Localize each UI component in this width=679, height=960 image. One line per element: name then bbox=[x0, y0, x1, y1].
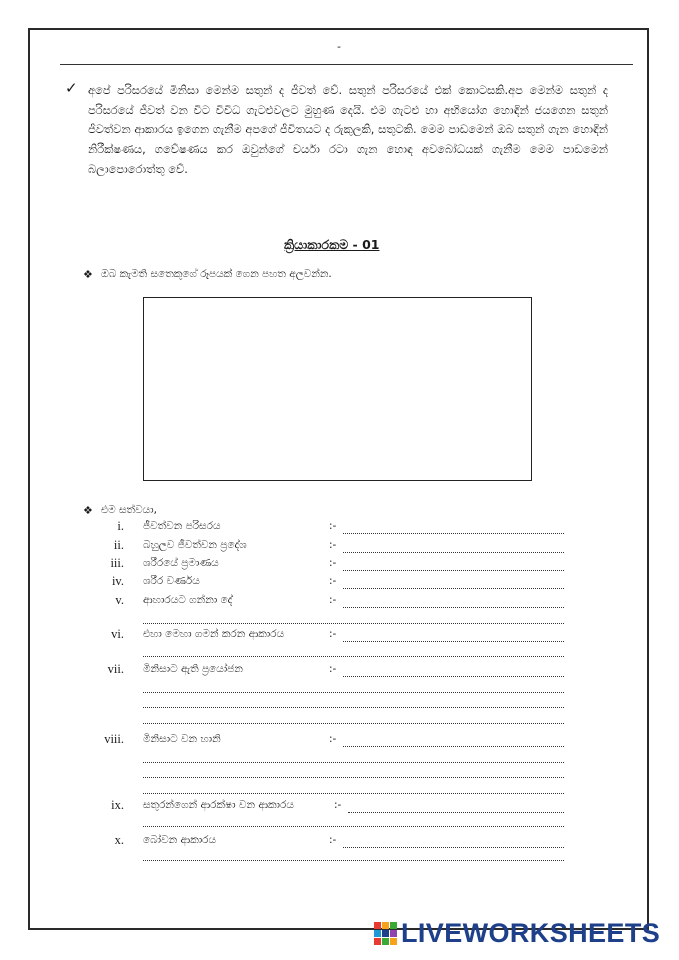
item-numeral: x. bbox=[114, 833, 124, 847]
field-label-movement: එහා මෙහා ගමන් කරන ආකාරය bbox=[143, 628, 285, 640]
field-label-reproduction: බෝවන ආකාරය bbox=[143, 834, 217, 846]
field-label-body-size: ශරීරයේ ප්‍රමාණය bbox=[143, 557, 219, 569]
item-numeral: ii. bbox=[113, 538, 124, 552]
answer-line[interactable] bbox=[343, 570, 564, 571]
answer-line[interactable] bbox=[343, 533, 564, 534]
logo-square bbox=[390, 922, 397, 929]
answer-line[interactable] bbox=[343, 552, 564, 553]
item-numeral: vi. bbox=[111, 627, 124, 641]
field-colon: :- bbox=[329, 594, 337, 606]
instruction-text: ඔබ කැමති සතෙකුගේ රූපයක් ගෙන පහත අලවන්න. bbox=[101, 268, 332, 280]
item-numeral: vii. bbox=[107, 662, 124, 676]
answer-line[interactable] bbox=[143, 707, 564, 708]
answer-line[interactable] bbox=[343, 641, 564, 642]
item-numeral: iv. bbox=[111, 574, 124, 588]
field-colon: :- bbox=[329, 557, 337, 569]
field-label-habitat: ජීවත්වන පරිසරය bbox=[143, 520, 221, 532]
activity-title: ක්‍රියාකාරකම - 01 bbox=[284, 237, 380, 252]
brand-name: LIVEWORKSHEETS bbox=[401, 918, 661, 948]
answer-line[interactable] bbox=[143, 860, 564, 861]
logo-square bbox=[390, 938, 397, 945]
animal-heading: එම සත්වයා, bbox=[101, 504, 157, 516]
liveworksheets-logo bbox=[374, 918, 660, 949]
answer-line[interactable] bbox=[143, 762, 564, 763]
answer-line[interactable] bbox=[143, 623, 564, 624]
answer-line[interactable] bbox=[143, 656, 564, 657]
field-label-body-color: ශරීර වර්ණය bbox=[143, 575, 200, 587]
answer-line[interactable] bbox=[143, 793, 564, 794]
item-numeral: ix. bbox=[111, 798, 124, 812]
field-colon: :- bbox=[329, 663, 337, 675]
field-label-region: බහුලව ජීවත්වන ප්‍රදේශ bbox=[143, 539, 247, 551]
field-colon: :- bbox=[334, 799, 342, 811]
item-numeral: iii. bbox=[110, 556, 124, 570]
image-paste-box[interactable] bbox=[143, 297, 532, 481]
field-colon: :- bbox=[329, 733, 337, 745]
diamond-bullet-icon: ❖ bbox=[83, 504, 93, 517]
field-label-food: ආහාරයට ගන්නා දේ bbox=[143, 594, 233, 606]
answer-line[interactable] bbox=[348, 812, 564, 813]
header-rule bbox=[60, 64, 633, 65]
logo-square bbox=[374, 930, 381, 937]
answer-line[interactable] bbox=[143, 692, 564, 693]
field-colon: :- bbox=[329, 628, 337, 640]
logo-square bbox=[374, 938, 381, 945]
logo-square bbox=[382, 930, 389, 937]
field-colon: :- bbox=[329, 539, 337, 551]
answer-line[interactable] bbox=[343, 588, 564, 589]
field-label-harm-to-humans: මිනිසාට වන හානි bbox=[143, 733, 221, 745]
answer-line[interactable] bbox=[143, 777, 564, 778]
intro-paragraph: අපේ පරිසරයේ මිනිසා මෙන්ම සතුන් ද ජීවත් වේ. සතුන් පරිසරයේ එක් කොටසකි.අප මෙන්ම සතුන් ද පරිසරයේ ජීවත් වන විට විවිධ ගැටළුවලට මුහුණ දෙයි. එම ගැටළු හා අභියෝග හොඳින් ජයගෙන සතුන් ජීවත්වන ආකාරය ඉගෙන ගැනීම අපගේ ජීවිතයට ද රුකුලකි, සතුටකි. මෙම පාඩමෙන් ඔබ සතුන් ගැන හොඳින් නිරීක්ෂණය, ගවේෂණය කර ඔවුන්ගේ චර්යා රටා ගැන හොඳ අවබෝධයක් ගැනීම මෙම පාඩමෙන් බලාපොරොත්තු වේ. bbox=[88, 83, 608, 176]
field-colon: :- bbox=[329, 520, 337, 532]
logo-square bbox=[382, 938, 389, 945]
item-numeral: v. bbox=[115, 593, 124, 607]
item-numeral: viii. bbox=[104, 732, 124, 746]
field-label-defense: සතුරන්ගෙන් ආරක්ෂා වන ආකාරය bbox=[143, 799, 294, 811]
logo-square bbox=[374, 922, 381, 929]
answer-line[interactable] bbox=[143, 723, 564, 724]
answer-line[interactable] bbox=[343, 746, 564, 747]
logo-grid-icon bbox=[374, 922, 397, 945]
field-colon: :- bbox=[329, 575, 337, 587]
diamond-bullet-icon: ❖ bbox=[83, 268, 93, 281]
answer-line[interactable] bbox=[343, 847, 564, 848]
checkmark-icon: ✓ bbox=[65, 79, 78, 97]
answer-line[interactable] bbox=[343, 676, 564, 677]
header-mark: - bbox=[337, 40, 341, 53]
field-label-uses-to-humans: මිනිසාට ඇති ප්‍රයෝජන bbox=[143, 663, 243, 675]
field-colon: :- bbox=[329, 834, 337, 846]
answer-line[interactable] bbox=[343, 607, 564, 608]
logo-square bbox=[390, 930, 397, 937]
logo-square bbox=[382, 922, 389, 929]
answer-line[interactable] bbox=[143, 826, 564, 827]
item-numeral: i. bbox=[117, 519, 124, 533]
